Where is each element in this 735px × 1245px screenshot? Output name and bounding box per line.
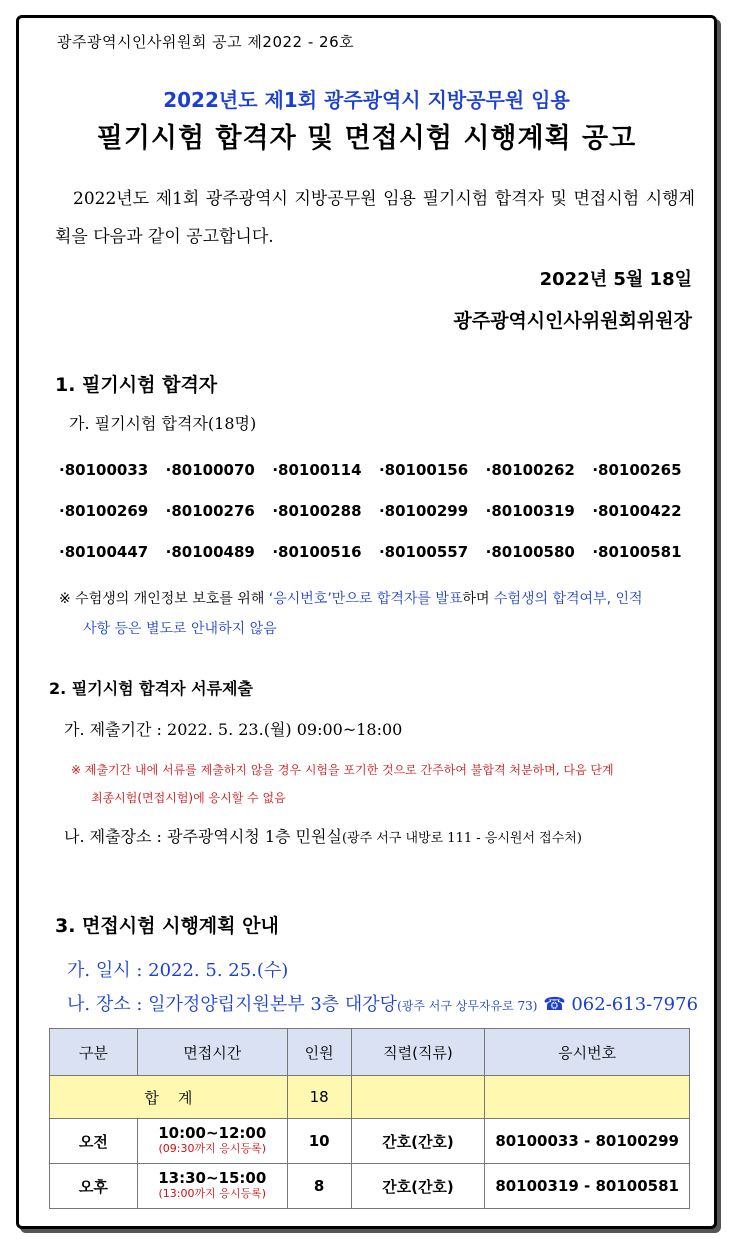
section1-heading: 1. 필기시험 합격자 xyxy=(55,374,218,396)
privacy-note-highlight: 수험생의 합격여부, 인적 xyxy=(493,591,643,607)
interview-time: 13:30~15:00 xyxy=(158,1169,267,1187)
passer-number: ·80100262 xyxy=(485,461,575,479)
passer-number: ·80100033 xyxy=(59,461,149,479)
interview-time: 10:00~12:00 xyxy=(158,1124,267,1142)
interview-phone: ☎ 062-613-7976 xyxy=(543,994,699,1015)
passer-number: ·80100288 xyxy=(272,502,362,520)
table-header-cell: 면접시간 xyxy=(137,1029,287,1076)
time-cell xyxy=(137,1119,287,1164)
passer-number: ·80100156 xyxy=(378,461,469,479)
submission-warning-line1: ※ 제출기간 내에 서류를 제출하지 않을 경우 시험을 포기한 것으로 간주하여 불합격 처분하며, 다음 단계 xyxy=(71,763,614,777)
signatory: 광주광역시인사위원회위원장 xyxy=(453,310,692,332)
submission-period: 가. 제출기간 : 2022. 5. 23.(월) 09:00~18:00 xyxy=(64,720,403,739)
notice-title-line1: 2022년도 제1회 광주광역시 지방공무원 임용 xyxy=(163,88,570,112)
privacy-note xyxy=(59,584,699,644)
section1-subheading: 가. 필기시험 합격자(18명) xyxy=(69,414,257,433)
passer-number: ·80100489 xyxy=(165,543,255,561)
privacy-note-highlight: ‘응시번호’만으로 합격자를 발표 xyxy=(268,591,463,607)
table-header-cell: 인원 xyxy=(287,1029,351,1076)
section2-heading: 2. 필기시험 합격자 서류제출 xyxy=(49,679,253,698)
passer-number: ·80100070 xyxy=(165,461,255,479)
series-cell: 간호(간호) xyxy=(351,1164,485,1209)
time-cell xyxy=(137,1164,287,1209)
total-empty-cell xyxy=(485,1076,690,1119)
submission-warning-line2: 최종시험(면접시험)에 응시할 수 없음 xyxy=(91,791,286,805)
series-cell: 간호(간호) xyxy=(351,1119,485,1164)
submission-place-main: 나. 제출장소 : 광주광역시청 1층 민원실 xyxy=(64,827,342,846)
count-cell: 10 xyxy=(287,1119,351,1164)
privacy-note-line2: 사항 등은 별도로 안내하지 않음 xyxy=(83,621,277,637)
notice-date: 2022년 5월 18일 xyxy=(539,269,692,290)
passer-number: ·80100516 xyxy=(272,543,362,561)
passer-number: ·80100299 xyxy=(378,502,469,520)
table-header-cell: 직렬(직류) xyxy=(351,1029,485,1076)
total-count: 18 xyxy=(287,1076,351,1119)
registration-deadline: (09:30까지 응시등록) xyxy=(158,1142,267,1155)
section3-heading: 3. 면접시험 시행계획 안내 xyxy=(55,915,279,937)
intro-paragraph: 2022년도 제1회 광주광역시 지방공무원 임용 필기시험 합격자 및 면접시험 시행계획을 다음과 같이 공고합니다. xyxy=(55,189,695,247)
passer-number: ·80100269 xyxy=(59,502,149,520)
submission-place xyxy=(64,824,582,847)
submission-warning xyxy=(71,756,701,812)
interview-schedule-table xyxy=(49,1028,690,1209)
count-cell: 8 xyxy=(287,1164,351,1209)
passer-number: ·80100581 xyxy=(592,543,682,561)
registration-deadline: (13:00까지 응시등록) xyxy=(158,1187,267,1200)
table-header-cell: 응시번호 xyxy=(485,1029,690,1076)
table-header-row xyxy=(50,1029,690,1076)
notice-reference-number: 광주광역시인사위원회 공고 제2022 - 26호 xyxy=(57,33,355,51)
passer-number-grid xyxy=(59,458,699,564)
session-cell: 오전 xyxy=(50,1119,138,1164)
table-header-cell: 구분 xyxy=(50,1029,138,1076)
passer-number: ·80100114 xyxy=(272,461,362,479)
interview-date: 가. 일시 : 2022. 5. 25.(수) xyxy=(67,960,289,981)
passer-number: ·80100580 xyxy=(485,543,575,561)
privacy-note-text: ※ 수험생의 개인정보 보호를 위해 xyxy=(59,591,269,607)
number-range-cell: 80100033 - 80100299 xyxy=(485,1119,690,1164)
notice-frame xyxy=(16,15,717,1229)
passer-number: ·80100422 xyxy=(592,502,682,520)
passer-number: ·80100265 xyxy=(592,461,682,479)
passer-number: ·80100557 xyxy=(378,543,469,561)
privacy-note-text: 하며 xyxy=(462,591,494,607)
passer-number: ·80100276 xyxy=(165,502,255,520)
number-range-cell: 80100319 - 80100581 xyxy=(485,1164,690,1209)
passer-number: ·80100447 xyxy=(59,543,149,561)
interview-place-address: (광주 서구 상무자유로 73) xyxy=(397,999,538,1013)
notice-title-line2: 필기시험 합격자 및 면접시험 시행계획 공고 xyxy=(96,123,637,154)
table-total-row xyxy=(50,1076,690,1119)
passer-number: ·80100319 xyxy=(485,502,575,520)
interview-place-main: 나. 장소 : 일가정양립지원본부 3층 대강당 xyxy=(67,994,398,1015)
session-cell: 오후 xyxy=(50,1164,138,1209)
interview-place xyxy=(67,990,698,1016)
total-label: 합 계 xyxy=(50,1076,288,1119)
table-row xyxy=(50,1164,690,1209)
total-empty-cell xyxy=(351,1076,485,1119)
submission-place-detail: (광주 서구 내방로 111 - 응시원서 접수처) xyxy=(341,831,582,846)
table-row xyxy=(50,1119,690,1164)
